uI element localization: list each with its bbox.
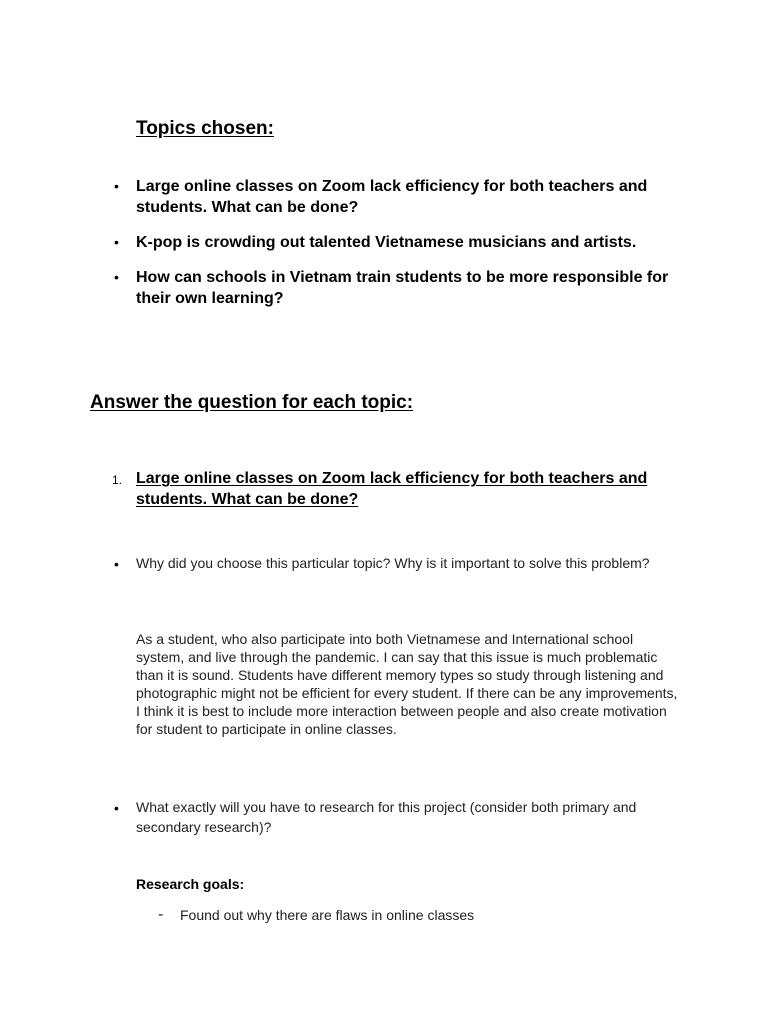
research-goal-item — [158, 906, 475, 923]
bullet-icon: • — [114, 800, 119, 816]
topic-text: How can schools in Vietnam train students to be more responsible for their own learning? — [136, 269, 669, 307]
topic-bullet-item — [114, 267, 696, 309]
dash-icon: - — [158, 906, 164, 923]
answer-heading: Answer the question for each topic: — [90, 392, 414, 413]
topics-heading: Topics chosen: — [136, 118, 274, 139]
topic-text: Large online classes on Zoom lack efficiency for both teachers and students. What can be done? — [136, 178, 648, 216]
bullet-icon: • — [114, 234, 119, 250]
question-bullet-item — [114, 554, 656, 574]
topic-bullet-item — [114, 232, 696, 253]
numbered-topic-text: Large online classes on Zoom lack efficiency for both teachers and students. What can be done? — [136, 470, 648, 508]
answer-paragraph: As a student, who also participate into both Vietnamese and International school system, and live through the pandemic. I can say that this issue is much problematic than it is sound. Students have different memory types so study through listening and photographic might not be efficient for every student. If there can be any improvements, I think it is best to include more interaction between people and also create motivation for student to participate in online classes. — [136, 631, 678, 737]
research-goals-label: Research goals: — [136, 876, 245, 892]
bullet-icon: • — [114, 269, 119, 285]
bullet-icon: • — [114, 178, 119, 194]
topic-text: K-pop is crowding out talented Vietnamese musicians and artists. — [136, 234, 637, 251]
list-number: 1. — [112, 473, 123, 487]
question-text: What exactly will you have to research for this project (consider both primary and secondary research)? — [136, 799, 637, 835]
question-text: Why did you choose this particular topic? Why is it important to solve this problem? — [136, 555, 650, 571]
topic-bullet-item — [114, 176, 681, 218]
bullet-icon: • — [114, 556, 119, 572]
numbered-topic-item — [112, 468, 696, 510]
research-goal-text: Found out why there are flaws in online classes — [180, 907, 475, 923]
question-bullet-item — [114, 798, 676, 838]
